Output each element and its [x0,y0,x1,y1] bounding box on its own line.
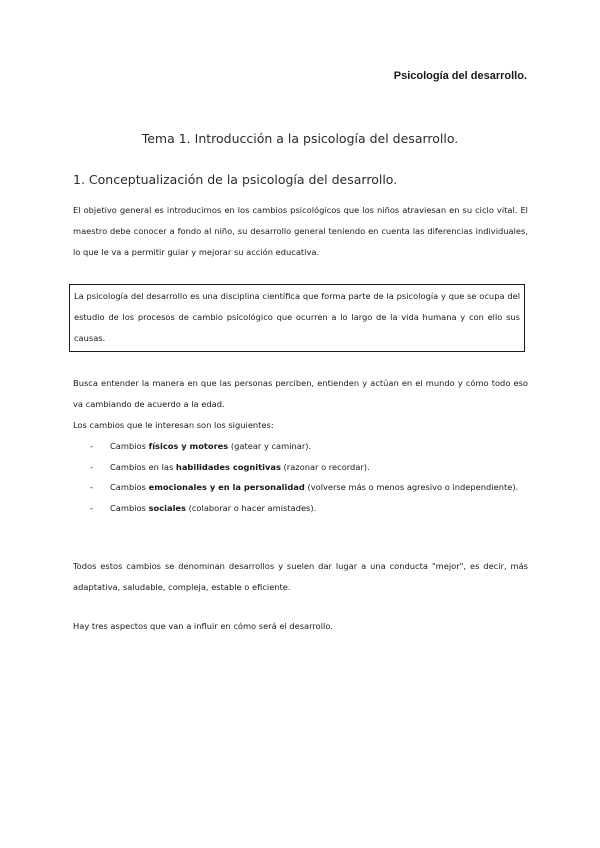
list-dash: - [90,461,93,472]
list-dash: - [90,482,93,492]
list-item: - Cambios físicos y motores (gatear y caminar). [73,436,528,457]
list-dash: - [90,502,93,513]
running-header: Psicología del desarrollo. [393,70,527,82]
closing-paragraph: Hay tres aspectos que van a influir en cómo será el desarrollo. [73,621,333,631]
list-item: - Cambios sociales (colaborar o hacer amistades). [73,498,528,519]
intro-paragraph: El objetivo general es introducirnos en los cambios psicológicos que los niños atraviesan en su ciclo vital. El maestro debe conocer a fondo al niño, su desarrollo general teniendo en cuenta las diferencias individuales, lo que le va a permitir guiar y mejorar su acción educativa. [73,205,528,257]
purpose-paragraph: Busca entender la manera en que las personas perciben, entienden y actúan en el mundo y cómo todo eso va cambiando de acuerdo a la edad. [73,378,528,409]
changes-intro: Los cambios que le interesan son los siguientes: [73,420,274,430]
section-heading: 1. Conceptualización de la psicología del desarrollo. [73,172,398,187]
document-title: Tema 1. Introducción a la psicología del desarrollo. [141,131,459,146]
summary-paragraph: Todos estos cambios se denominan desarrollos y suelen dar lugar a una conducta "mejor", es decir, más adaptativa, saludable, compleja, estable o eficiente. [73,561,528,592]
changes-list [73,436,528,518]
list-dash: - [90,441,93,451]
list-item: - Cambios emocionales y en la personalidad (volverse más o menos agresivo o independiente). [73,477,528,498]
list-item: - Cambios en las habilidades cognitivas (razonar o recordar). [73,457,528,478]
definition-box: La psicología del desarrollo es una disciplina científica que forma parte de la psicología y que se ocupa del estudio de los procesos de cambio psicológico que ocurren a lo largo de la vida humana y con ello sus causas. [69,284,525,352]
